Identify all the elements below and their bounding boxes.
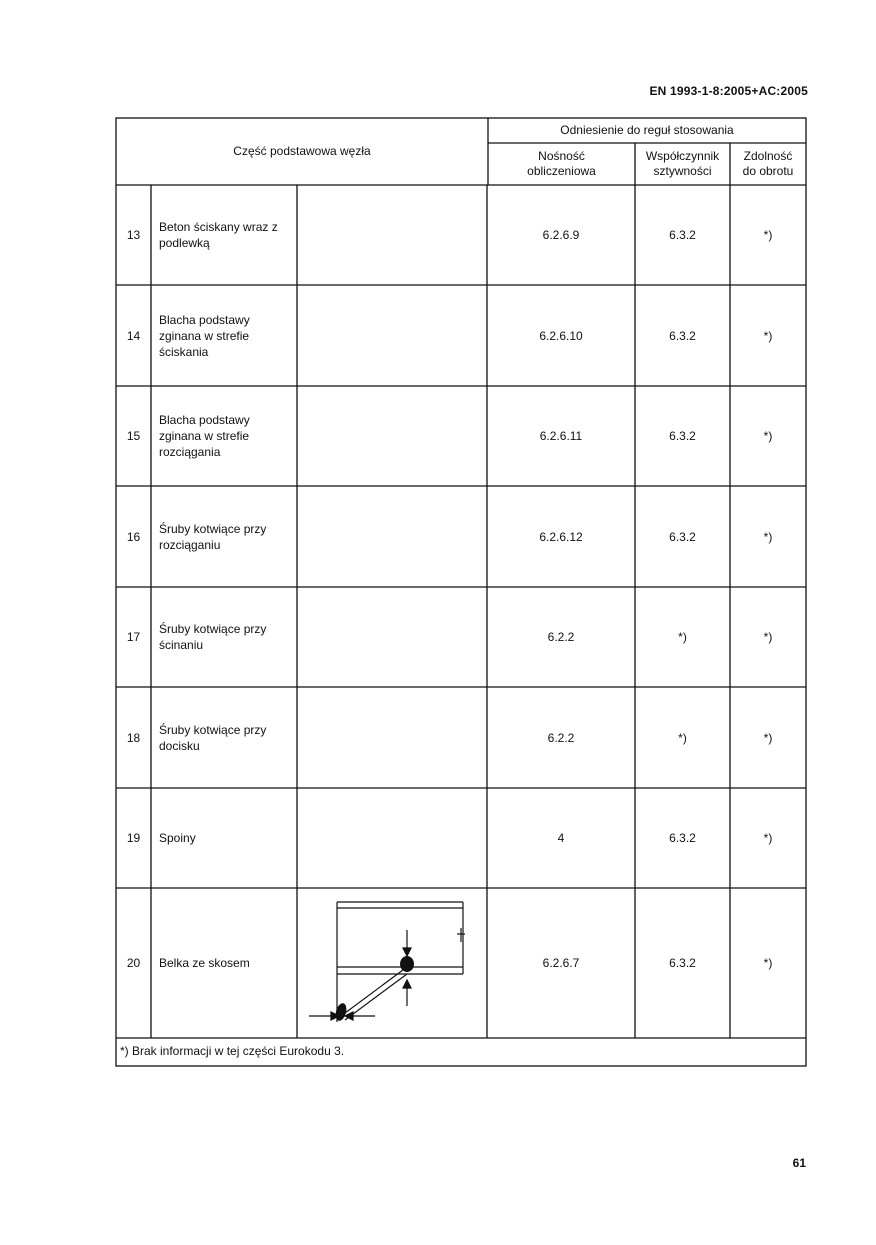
component-name: Śruby kotwiące przy docisku (159, 722, 267, 753)
stiffness-ref: 6.3.2 (669, 228, 696, 242)
row-number: 20 (126, 956, 141, 970)
rotation-ref: *) (763, 730, 773, 745)
header-rotation: Zdolność do obrotu (742, 149, 794, 178)
component-name: Beton ściskany wraz z podlewką (159, 220, 278, 250)
stiffness-ref: 6.3.2 (669, 429, 696, 443)
row-number: 13 (126, 228, 141, 242)
component-name: Śruby kotwiące przy ścinaniu (159, 622, 267, 652)
header-component: Część podstawowa węzła (233, 144, 371, 158)
rotation-ref: *) (763, 529, 773, 544)
stiffness-ref: 6.3.2 (669, 529, 696, 544)
row-number: 18 (126, 730, 141, 745)
resistance-ref: 6.2.6.7 (542, 956, 580, 970)
stiffness-ref: *) (678, 630, 687, 644)
rotation-ref: *) (763, 630, 773, 644)
rotation-ref: *) (763, 328, 773, 343)
header-resistance: Nośność obliczeniowa (527, 149, 596, 178)
component-name: Blacha podstawy zginana w strefie ściskania (159, 312, 250, 359)
resistance-ref: 6.2.2 (547, 630, 575, 644)
rotation-ref: *) (763, 956, 773, 970)
footnote: *) Brak informacji w tej części Eurokodu 3. (120, 1044, 345, 1058)
row-number: 19 (126, 831, 141, 845)
haunched-beam-drawing (297, 888, 487, 1038)
component-name: Spoiny (159, 831, 196, 845)
stiffness-ref: 6.3.2 (669, 328, 696, 343)
row-number: 15 (126, 429, 141, 443)
resistance-ref: 6.2.6.12 (539, 529, 583, 544)
resistance-ref: 6.2.6.10 (539, 328, 583, 343)
stiffness-ref: 6.3.2 (669, 956, 696, 970)
resistance-ref: 4 (557, 831, 565, 845)
rotation-ref: *) (763, 429, 773, 443)
stiffness-ref: *) (678, 730, 687, 745)
resistance-ref: 6.2.6.9 (542, 228, 580, 242)
row-number: 14 (126, 328, 141, 343)
component-name: Blacha podstawy zginana w strefie rozciągania (159, 413, 250, 459)
row-number: 16 (126, 529, 141, 544)
rotation-ref: *) (763, 831, 773, 845)
stiffness-ref: 6.3.2 (669, 831, 696, 845)
rotation-ref: *) (763, 228, 773, 242)
component-name: Belka ze skosem (159, 956, 250, 970)
header-stiffness: Współczynnik sztywności (645, 149, 720, 178)
header-reference: Odniesienie do reguł stosowania (560, 123, 734, 137)
row-number: 17 (126, 630, 141, 644)
resistance-ref: 6.2.2 (547, 730, 575, 745)
standard-reference: EN 1993-1-8:2005+AC:2005 (649, 84, 808, 98)
page-number: 61 (792, 1156, 806, 1170)
component-name: Śruby kotwiące przy rozciąganiu (159, 521, 267, 552)
resistance-ref: 6.2.6.11 (539, 429, 583, 443)
